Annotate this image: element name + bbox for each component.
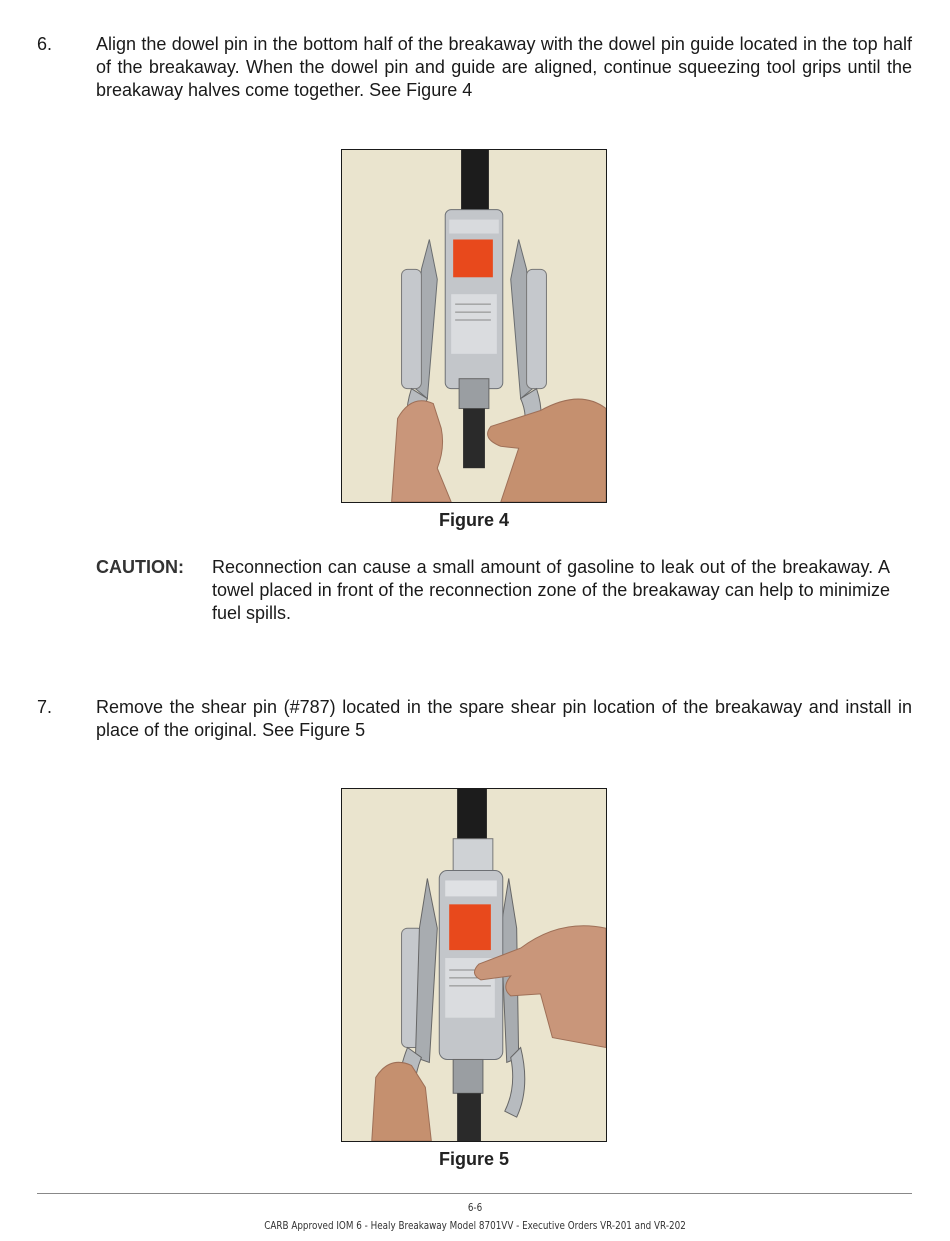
step-text: Remove the shear pin (#787) located in the spare shear pin location of the breakaway and install in place of the original. See Figure 5 — [96, 697, 912, 740]
footer-title: CARB Approved IOM 6 - Healy Breakaway Model 8701VV - Executive Orders VR-201 and VR-202 — [264, 1219, 686, 1232]
step-number: 7. — [37, 697, 53, 717]
figure-5-photo — [341, 788, 607, 1142]
footer-divider — [37, 1193, 912, 1194]
step-number: 6. — [37, 34, 53, 54]
caution-label: CAUTION: — [96, 557, 184, 577]
figure-5-caption: Figure 5 — [438, 1149, 509, 1169]
footer-page-number: 6-6 — [467, 1201, 483, 1214]
figure-4-caption: Figure 4 — [438, 510, 509, 530]
figure-5-image — [342, 789, 606, 1141]
figure-4-image — [342, 150, 606, 502]
figure-4-photo — [341, 149, 607, 503]
step-text: Align the dowel pin in the bottom half of the breakaway with the dowel pin guide located in the top half of the breakaway. When the dowel pin and guide are aligned, continue squeezing tool grips until the breakaway halves come together. See Figure 4 — [96, 34, 912, 100]
caution-text: Reconnection can cause a small amount of gasoline to leak out of the breakaway. A towel placed in front of the reconnection zone of the breakaway can help to minimize fuel spills. — [212, 557, 890, 623]
